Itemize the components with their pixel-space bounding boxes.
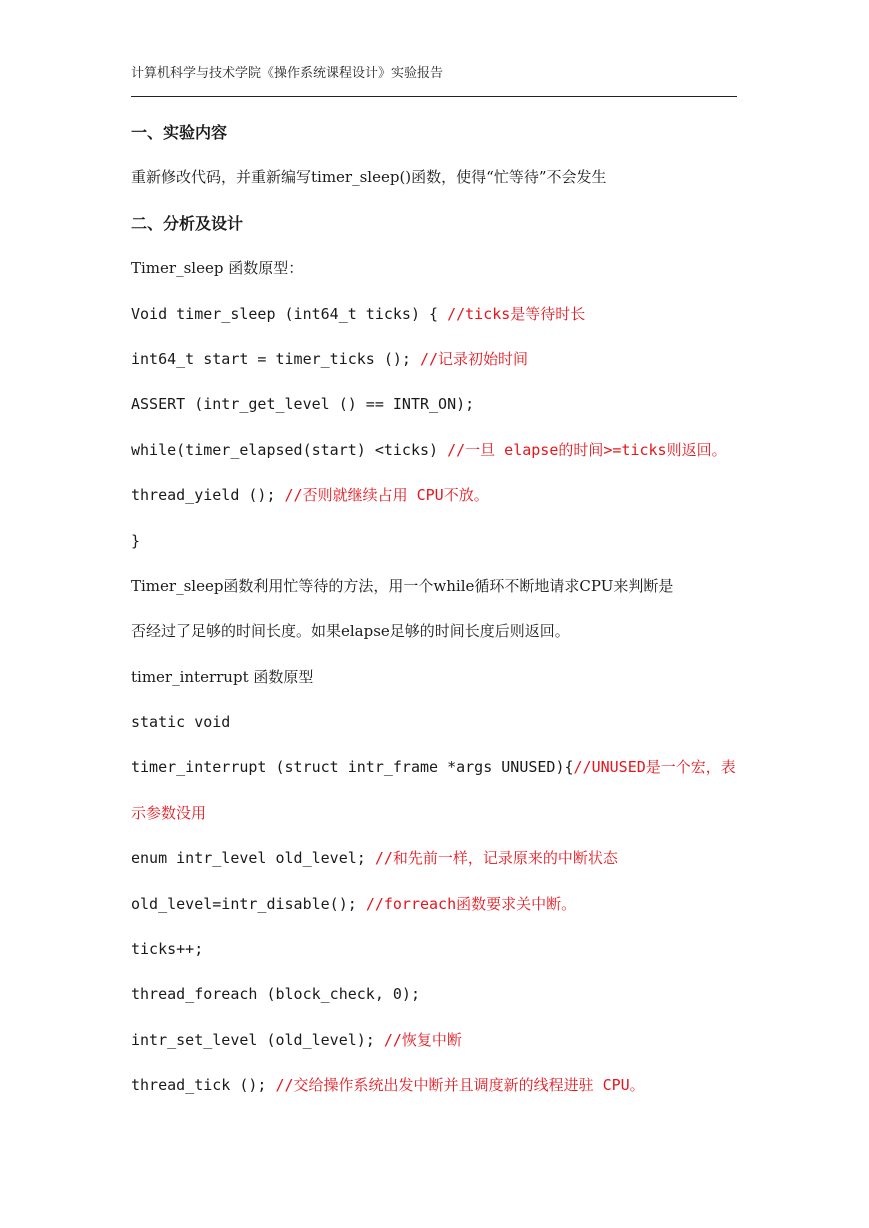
code-text: timer_interrupt (struct intr_frame *args UNUSED){ [131, 758, 574, 777]
code-text: ticks++; [131, 940, 204, 959]
code-line [131, 473, 739, 518]
code-line [131, 700, 739, 745]
code-text: thread_tick (); [131, 1076, 276, 1095]
code-line [131, 745, 739, 790]
paragraph-line: Timer_sleep函数利用忙等待的方法，用一个while循环不断地请求CPU来判断是 [131, 576, 674, 595]
code-text: thread_yield (); [131, 486, 285, 505]
code-comment: //否则就继续占用 CPU不放。 [284, 486, 489, 505]
code-comment: //forreach函数要求关中断。 [365, 894, 577, 913]
code-line [131, 292, 739, 337]
header-divider [131, 96, 737, 97]
section-1-heading: 一、实验内容 [131, 123, 228, 142]
code-text: intr_set_level (old_level); [131, 1030, 384, 1049]
code-text: enum intr_level old_level; [131, 849, 375, 868]
code-comment: //恢复中断 [383, 1030, 462, 1049]
code-comment: //UNUSED是一个宏，表 [573, 758, 736, 777]
code-text: static void [131, 713, 231, 732]
code-line [131, 927, 739, 972]
code-line [131, 882, 739, 927]
code-text: while(timer_elapsed(start) <ticks) [131, 440, 448, 459]
code-comment: 示参数没用 [131, 803, 207, 822]
section-1-text: 重新修改代码，并重新编写timer_sleep()函数，使得“忙等待”不会发生 [131, 168, 607, 187]
page-header: 计算机科学与技术学院《操作系统课程设计》实验报告 [131, 66, 444, 81]
code-text: thread_foreach (block_check, 0); [131, 985, 420, 1004]
code-comment: //交给操作系统出发中断并且调度新的线程进驻 CPU。 [275, 1076, 645, 1095]
code-text: old_level=intr_disable(); [131, 894, 366, 913]
code-line [131, 1018, 739, 1063]
timer-interrupt-prototype-label: timer_interrupt 函数原型 [131, 667, 314, 686]
code-line [131, 791, 739, 836]
code-line [131, 972, 739, 1017]
document-body [131, 110, 739, 1109]
code-comment: //ticks是等待时长 [447, 304, 586, 323]
code-line [131, 382, 739, 427]
code-line [131, 428, 739, 473]
code-line [131, 1063, 739, 1108]
code-line [131, 519, 739, 564]
section-2-heading: 二、分析及设计 [131, 213, 244, 233]
timer-sleep-prototype-label: Timer_sleep 函数原型： [131, 259, 304, 278]
code-text: int64_t start = timer_ticks (); [131, 349, 420, 368]
code-comment: //和先前一样，记录原来的中断状态 [374, 849, 618, 868]
code-comment: //一旦 elapse的时间>=ticks则返回。 [447, 440, 727, 459]
code-line [131, 836, 739, 881]
code-comment: //记录初始时间 [419, 349, 529, 368]
code-text: } [131, 531, 141, 550]
paragraph-line: 否经过了足够的时间长度。如果elapse足够的时间长度后则返回。 [131, 622, 570, 641]
code-text: Void timer_sleep (int64_t ticks) { [131, 304, 448, 323]
code-text: ASSERT (intr_get_level () == INTR_ON); [131, 395, 475, 414]
code-line [131, 337, 739, 382]
